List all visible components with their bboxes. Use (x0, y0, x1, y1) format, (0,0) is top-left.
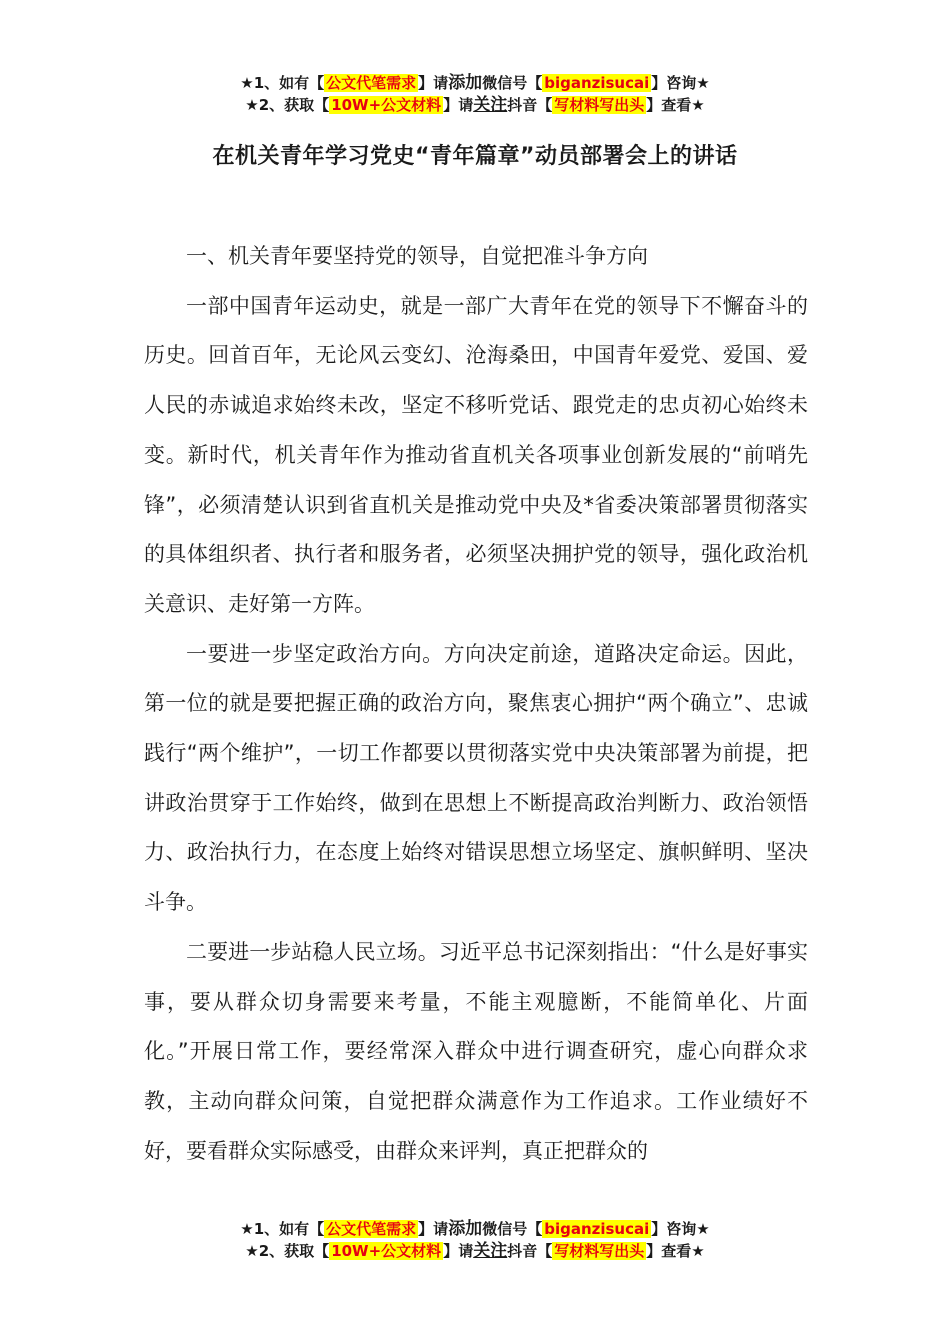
banner-highlight: 公文代笔需求 (326, 74, 417, 92)
banner-text: ★1、如有【 (240, 1220, 325, 1238)
body-paragraph: 一要进一步坚定政治方向。方向决定前途，道路决定命运。因此，第一位的就是要把握正确的政治方向，聚焦衷心拥护“两个确立”、忠诚践行“两个维护”，一切工作都要以贯彻落实党中央决策部署为前提，把讲政治贯穿于工作始终，做到在思想上不断提高政治判断力、政治领悟力、政治执行力，在态度上始终对错误思想立场坚定、旗帜鲜明、坚决斗争。 (144, 641, 808, 915)
banner-text: ★1、如有【 (240, 74, 325, 92)
document-body (144, 232, 808, 1176)
banner-text: 抖音【 (507, 1242, 553, 1260)
banner-text: ★2、获取【 (245, 1242, 330, 1260)
banner-highlight: 公文代笔需求 (326, 1220, 417, 1238)
banner-text: 】请 (443, 1242, 474, 1260)
body-paragraph: 二要进一步站稳人民立场。习近平总书记深刻指出：“什么是好事实事，要从群众切身需要来考量，不能主观臆断，不能简单化、片面化。”开展日常工作，要经常深入群众中进行调查研究，虚心向群众求教，主动向群众问策，自觉把群众满意作为工作追求。工作业绩好不好，要看群众实际感受，由群众来评判，真正把群众的 (144, 939, 808, 1163)
banner-text: 】查看★ (646, 1242, 705, 1260)
banner-wechat-id: biganzisucai (544, 74, 650, 92)
banner-emphasis: 关注 (473, 95, 508, 115)
banner-emphasis: 关注 (473, 1241, 508, 1261)
banner-wechat-id: biganzisucai (544, 1220, 650, 1238)
banner-text: 】咨询★ (651, 1220, 710, 1238)
banner-text: 】请 (418, 74, 449, 92)
banner-douyin-id: 写材料写出头 (554, 1242, 645, 1260)
banner-text: 】咨询★ (651, 74, 710, 92)
top-banner (0, 72, 950, 116)
banner-highlight: 10W+公文材料 (331, 96, 442, 114)
banner-text: 】请 (443, 96, 474, 114)
banner-text: 微信号【 (482, 1220, 543, 1238)
body-paragraph: 一部中国青年运动史，就是一部广大青年在党的领导下不懈奋斗的历史。回首百年，无论风云变幻、沧海桑田，中国青年爱党、爱国、爱人民的赤诚追求始终未改，坚定不移听党话、跟党走的忠贞初心始终未变。新时代，机关青年作为推动省直机关各项事业创新发展的“前哨先锋”，必须清楚认识到省直机关是推动党中央及*省委决策部署贯彻落实的具体组织者、执行者和服务者，必须坚决拥护党的领导，强化政治机关意识、走好第一方阵。 (144, 293, 808, 616)
banner-highlight: 10W+公文材料 (331, 1242, 442, 1260)
banner-text: ★2、获取【 (245, 96, 330, 114)
banner-line-2 (0, 94, 950, 116)
banner-emphasis: 添加 (448, 1219, 483, 1239)
banner-text: 】请 (418, 1220, 449, 1238)
banner-line-2 (0, 1240, 950, 1262)
document-title: 在机关青年学习党史“青年篇章”动员部署会上的讲话 (212, 144, 738, 169)
banner-douyin-id: 写材料写出头 (554, 96, 645, 114)
banner-text: 微信号【 (482, 74, 543, 92)
banner-text: 抖音【 (507, 96, 553, 114)
section-heading: 一、机关青年要坚持党的领导，自觉把准斗争方向 (186, 244, 648, 268)
banner-line-1 (0, 1218, 950, 1240)
bottom-banner (0, 1218, 950, 1262)
banner-text: 】查看★ (646, 96, 705, 114)
banner-line-1 (0, 72, 950, 94)
banner-emphasis: 添加 (448, 73, 483, 93)
